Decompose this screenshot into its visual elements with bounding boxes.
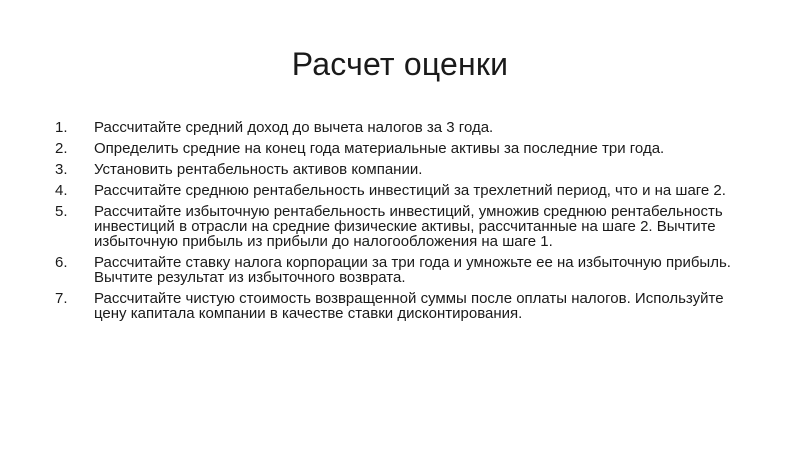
- list-item-text: Рассчитайте чистую стоимость возвращенной суммы после оплаты налогов. Используйте цену капитала компании в качестве ставки дисконтирования.: [94, 290, 724, 322]
- list-item-text: Определить средние на конец года материальные активы за последние три года.: [94, 140, 665, 157]
- list-item-number: 2.: [55, 140, 68, 157]
- list-item-number: 6.: [55, 254, 68, 271]
- steps-list: [55, 120, 755, 327]
- list-item-text: Рассчитайте средний доход до вычета налогов за 3 года.: [94, 119, 494, 136]
- list-item-number: 3.: [55, 161, 68, 178]
- list-item: [55, 162, 755, 177]
- list-item-text: Рассчитайте среднюю рентабельность инвестиций за трехлетний период, что и на шаге 2.: [94, 182, 726, 199]
- list-item: [55, 120, 755, 135]
- list-item-text: Рассчитайте ставку налога корпорации за три года и умножьте ее на избыточную прибыль. Вычтите результат из избыточного возврата.: [94, 254, 731, 286]
- list-item-text: Рассчитайте избыточную рентабельность инвестиций, умножив среднюю рентабельность инвестиций в отрасли на средние физические активы, рассчитанные на шаге 2. Вычтите избыточную прибыль из прибыли до налогообложения на шаге 1.: [94, 203, 723, 250]
- slide-title: Расчет оценки: [291, 46, 509, 82]
- list-item: [55, 183, 755, 198]
- list-item-number: 5.: [55, 203, 68, 220]
- list-item: [55, 291, 755, 321]
- list-item: [55, 141, 755, 156]
- list-item: [55, 204, 755, 249]
- list-item-number: 7.: [55, 290, 68, 307]
- list-item-number: 1.: [55, 119, 68, 136]
- list-item-number: 4.: [55, 182, 68, 199]
- list-item-text: Установить рентабельность активов компании.: [94, 161, 423, 178]
- list-item: [55, 255, 755, 285]
